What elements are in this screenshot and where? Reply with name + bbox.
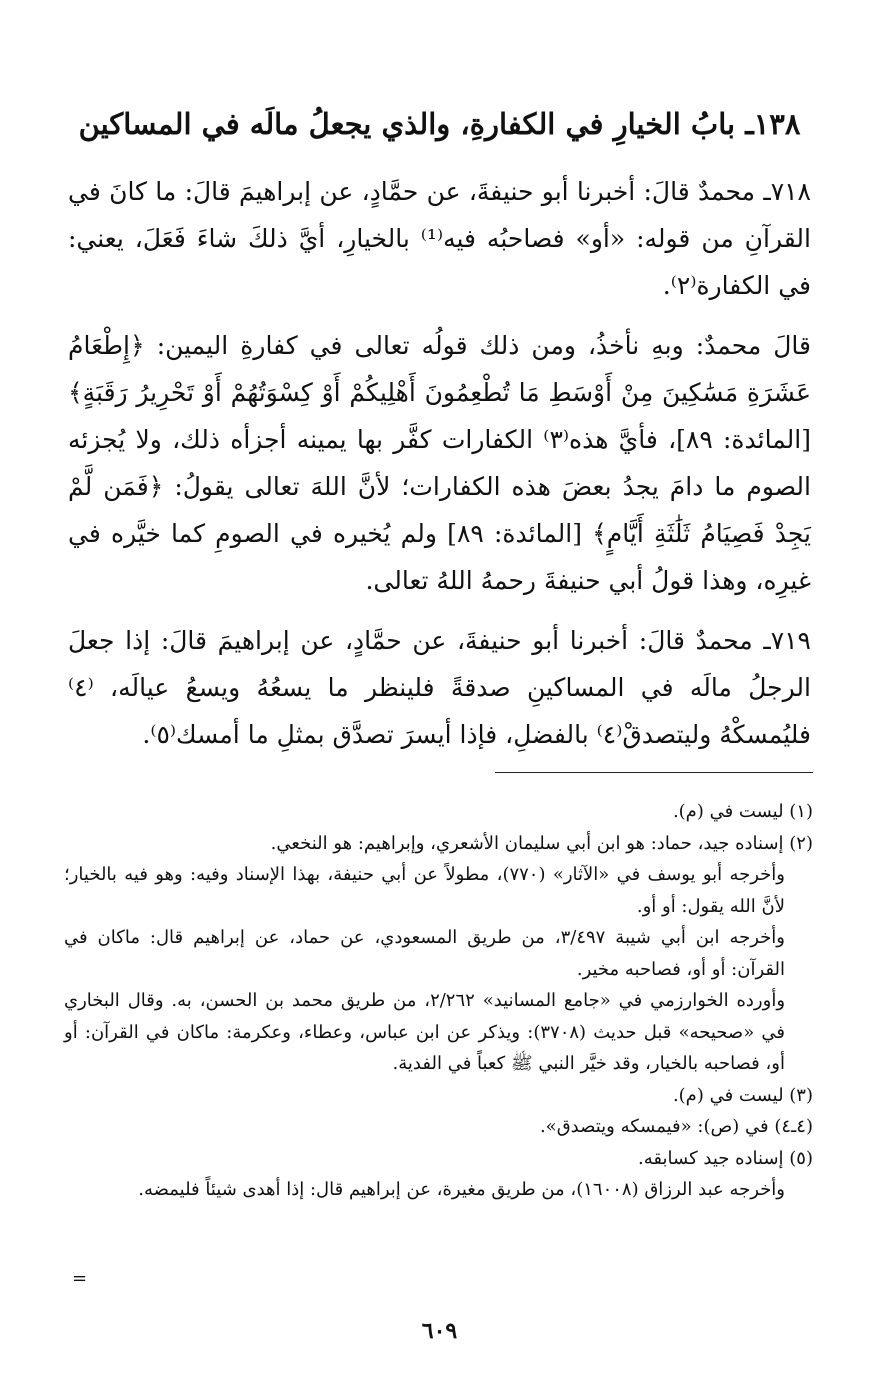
continuation-mark: = [72,1268,88,1289]
hadith-718-paragraph: ٧١٨ـ محمدٌ قالَ: أخبرنا أبو حنيفةَ، عن حمَّادٍ، عن إبراهيمَ قالَ: ما كانَ في القرآنِ من قوله: «أو» فصاحبُه فيه⁽¹⁾ بالخيارِ، أيَّ ذلكَ شاءَ فَعَلَ، يعني: في الكفارة⁽٢⁾. [68,177,811,300]
footnote: وأخرجه عبد الرزاق (١٦٠٠٨)، من طريق مغيرة، عن إبراهيم قال: إذا أهدى شيئاً فليمضه. [138,1179,785,1200]
footnote: (٥) إسناده جيد كسابقه. [638,1147,813,1169]
footnote: (٣) ليست في (م). [672,1084,813,1106]
footnote: وأخرجه ابن أبي شيبة ٣/٤٩٧، من طريق المسعودي، عن حماد، عن إبراهيم قال: ماكان في القرآن: أو أو، فصاحبه مخير. [64,927,785,980]
hadith-719-paragraph: ٧١٩ـ محمدٌ قالَ: أخبرنا أبو حنيفةَ، عن حمَّادٍ، عن إبراهيمَ قالَ: إذا جعلَ الرجلُ مالَه في المساكينِ صدقةً فلينظر ما يسعُهُ ويسعُ عيالَه، ⁽٤⁾فليُمسكْهُ وليتصدقْ⁽٤⁾ بالفضلِ، فإذا أيسرَ تصدَّق بمثلِ ما أمسك⁽٥⁾. [68,626,811,749]
footnote: (٢) إسناده جيد، حماد: هو ابن أبي سليمان الأشعري، وإبراهيم: هو النخعي. [270,832,813,854]
footnote-separator [495,772,813,773]
chapter-title: ١٣٨ـ بابُ الخيارِ في الكفارةِ، والذي يجعلُ مالَه في المساكين [78,107,801,141]
footnote: وأورده الخوارزمي في «جامع المسانيد» ٢/٢٦٢، من طريق محمد بن الحسن، به. وقال البخاري في «صحيحه» قبل حديث (٣٧٠٨): ويذكر عن ابن عباس، وعطاء، وعكرمة: ماكان في القرآن: أو أو، فصاحبه بالخيار، وقد خيَّر النبي ﷺ كعباً في الفدية. [64,990,786,1074]
commentary-paragraph: قالَ محمدٌ: وبهِ نأخذُ، ومن ذلك قولُه تعالى في كفارةِ اليمين: ﴿إِطْعَامُ عَشَرَةِ مَسَٰكِينَ مِنْ أَوْسَطِ مَا تُطْعِمُونَ أَهْلِيكُمْ أَوْ كِسْوَتُهُمْ أَوْ تَحْرِيرُ رَقَبَةٍ﴾ [المائدة: ٨٩]، فأيَّ هذه⁽٣⁾ الكفارات كفَّر بها يمينه أجزأه ذلك، ولا يُجزئه الصوم ما دامَ يجدُ بعضَ هذه الكفارات؛ لأنَّ اللهَ تعالى يقولُ: ﴿فَمَن لَّمْ يَجِدْ فَصِيَامُ ثَلَٰثَةِ أَيَّامٍ﴾ [المائدة: ٨٩] ولم يُخيره في الصومِ كما خيَّره في غيرِه، وهذا قولُ أبي حنيفةَ رحمهُ اللهُ تعالى. [68,331,811,595]
footnote: (٤ـ٤) في (ص): «فيمسكه ويتصدق». [539,1116,813,1137]
page-number: ٦٠٩ [421,1318,458,1344]
footnote: (١) ليست في (م). [672,801,813,822]
footnotes-section [64,796,813,1206]
footnote: وأخرجه أبو يوسف في «الآثار» (٧٧٠)، مطولاً عن أبي حنيفة، بهذا الإسناد وفيه: وهو فيه بالخيار؛ لأنَّ الله يقول: أو أو. [64,864,785,917]
